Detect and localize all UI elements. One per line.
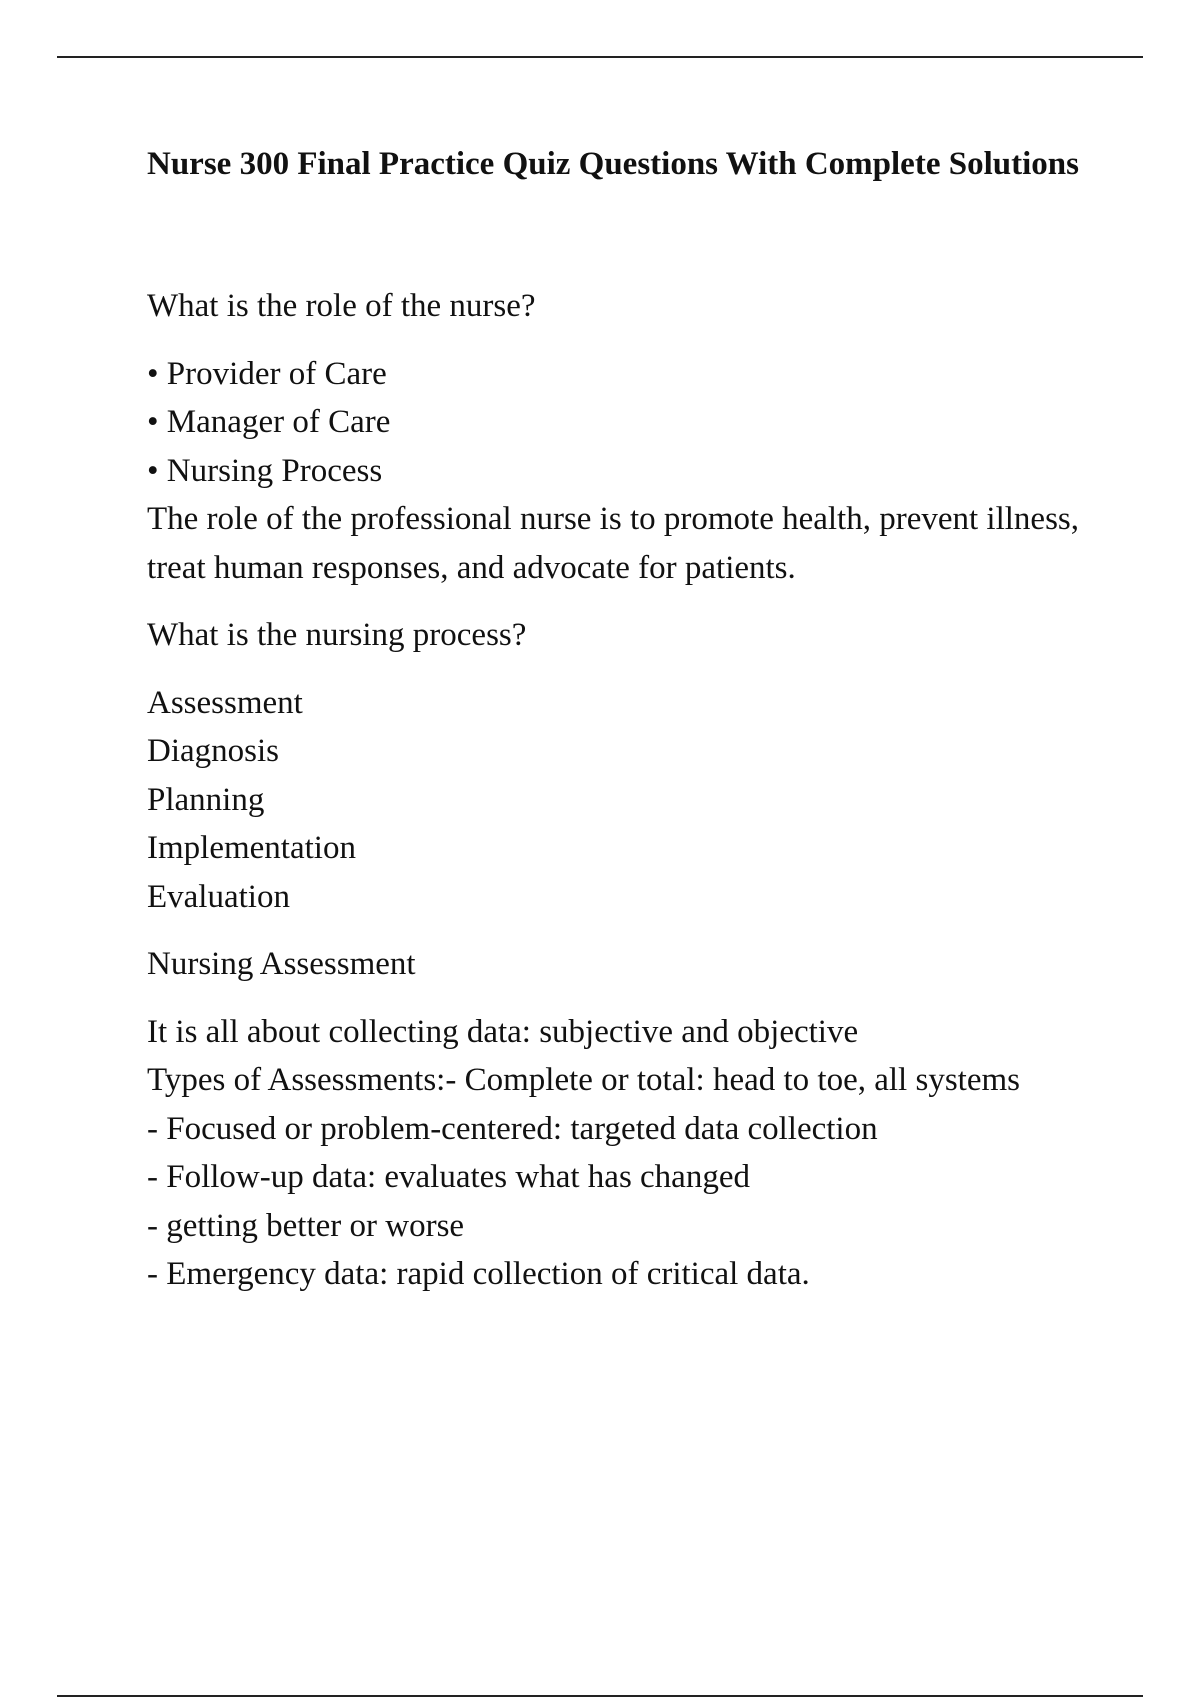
answer-2-step: Implementation: [147, 830, 356, 866]
top-rule: [57, 56, 1143, 58]
question-2: What is the nursing process?: [147, 617, 527, 653]
question-3: Nursing Assessment: [147, 946, 416, 982]
answer-3-line: It is all about collecting data: subjective and objective: [147, 1013, 859, 1050]
answer-2: [147, 679, 1087, 922]
answer-1-bullet: • Manager of Care: [147, 404, 391, 440]
answer-3-dash-line: - Focused or problem-centered: targeted data collection: [147, 1110, 878, 1147]
bottom-rule: [57, 1695, 1143, 1697]
question-1: What is the role of the nurse?: [147, 288, 536, 324]
answer-3: [147, 1008, 1087, 1299]
answer-2-step: Evaluation: [147, 878, 290, 915]
answer-1-bullet: • Nursing Process: [147, 452, 383, 489]
answer-1-bullet: • Provider of Care: [147, 355, 387, 392]
document-body: [147, 140, 1087, 1299]
answer-3-dash-line: - Emergency data: rapid collection of critical data.: [147, 1256, 810, 1292]
answer-3-dash-line: - getting better or worse: [147, 1207, 465, 1244]
answer-2-step: Planning: [147, 781, 265, 818]
answer-1-text: The role of the professional nurse is to promote health, prevent illness, treat human responses, and advocate for patients.: [147, 501, 1080, 586]
answer-3-dash-line: - Follow-up data: evaluates what has changed: [147, 1159, 750, 1195]
answer-1: [147, 350, 1087, 593]
answer-2-step: Assessment: [147, 684, 303, 721]
answer-2-step: Diagnosis: [147, 733, 279, 769]
document-title: Nurse 300 Final Practice Quiz Questions With Complete Solutions: [147, 146, 1079, 182]
answer-3-line: Types of Assessments:- Complete or total: head to toe, all systems: [147, 1062, 1020, 1098]
